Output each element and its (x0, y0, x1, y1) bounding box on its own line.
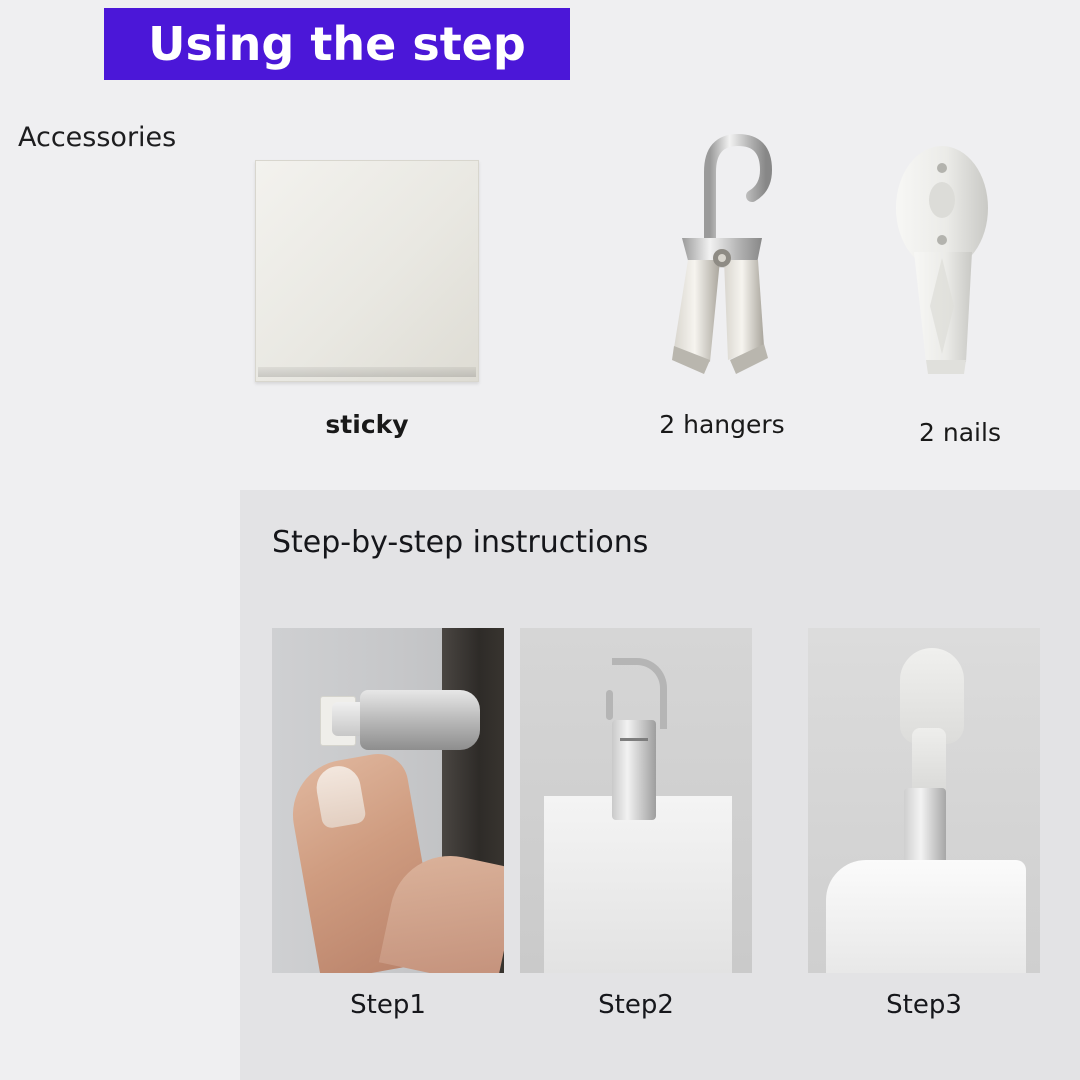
instructions-title: Step-by-step instructions (272, 525, 649, 560)
accessory-caption-sticky: sticky (325, 410, 409, 439)
clip-body-icon (904, 788, 946, 870)
step-caption-3: Step3 (886, 990, 962, 1020)
accessories-section-label: Accessories (18, 122, 177, 153)
clip-body-icon (612, 720, 656, 820)
page-title-banner (104, 8, 570, 80)
step-caption-1: Step1 (350, 990, 426, 1020)
instructions-panel (240, 490, 1080, 1080)
accessory-item-nails (850, 130, 1070, 490)
step-image-2 (520, 628, 752, 973)
accessory-caption-hangers: 2 hangers (659, 410, 785, 439)
hanging-sheet (544, 796, 732, 973)
step-caption-2: Step2 (598, 990, 674, 1020)
accessory-item-sticky (255, 160, 487, 460)
hanger-clip-icon (612, 110, 832, 410)
nail-hook-icon (850, 130, 1070, 430)
hook-body (360, 690, 480, 750)
accessory-item-hangers (612, 110, 832, 470)
adhesive-pad-icon (255, 160, 479, 382)
accessory-caption-nails: 2 nails (919, 418, 1001, 447)
page-title: Using the step (148, 17, 526, 71)
hook-curve-icon (612, 658, 667, 729)
hanging-cloth (826, 860, 1026, 973)
step-image-1 (272, 628, 504, 973)
clip-pivot-line (620, 738, 648, 741)
hook-tail (606, 690, 613, 720)
step-image-3 (808, 628, 1040, 973)
